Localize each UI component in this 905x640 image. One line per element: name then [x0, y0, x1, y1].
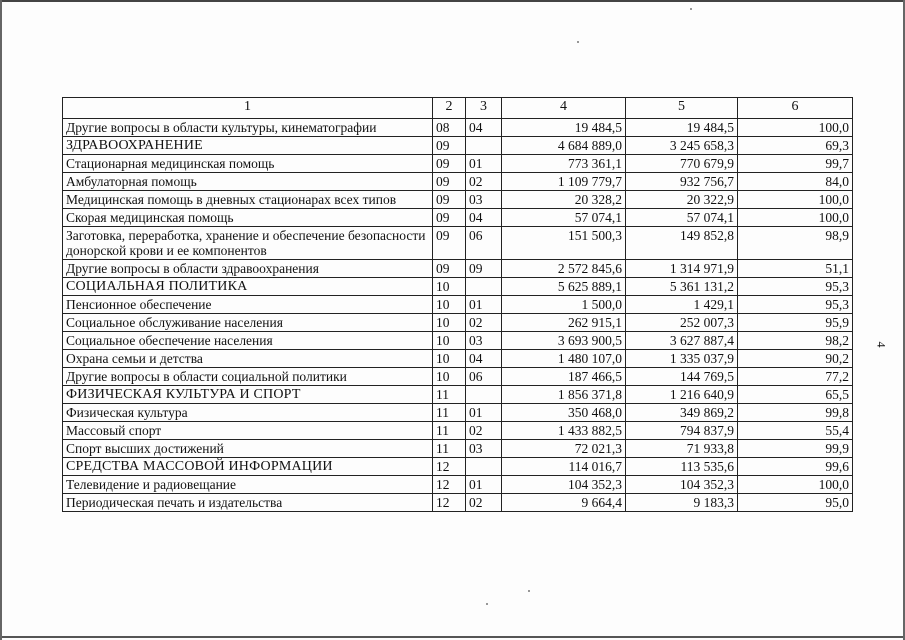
row-section-code-cell: 09 — [433, 209, 466, 227]
row-plan-amount-cell: 1 480 107,0 — [502, 350, 626, 368]
row-fact-amount-cell: 20 322,9 — [626, 191, 738, 209]
row-plan-amount-cell: 1 433 882,5 — [502, 422, 626, 440]
row-name-cell: Социальное обеспечение населения — [63, 332, 433, 350]
side-page-number: 4 — [874, 341, 889, 348]
row-fact-amount-cell: 144 769,5 — [626, 368, 738, 386]
row-percent-cell: 100,0 — [738, 209, 853, 227]
row-section-code-cell: 09 — [433, 260, 466, 278]
row-section-code-cell: 11 — [433, 404, 466, 422]
row-subsection-code-cell: 01 — [466, 404, 502, 422]
row-section-code-cell: 11 — [433, 422, 466, 440]
row-subsection-code-cell: 02 — [466, 494, 502, 512]
row-subsection-code-cell: 04 — [466, 119, 502, 137]
row-subsection-code-cell — [466, 386, 502, 404]
table-row — [63, 440, 853, 458]
row-section-code-cell: 11 — [433, 440, 466, 458]
row-subsection-code-cell: 06 — [466, 368, 502, 386]
row-plan-amount-cell: 57 074,1 — [502, 209, 626, 227]
row-subsection-code-cell: 09 — [466, 260, 502, 278]
row-subsection-code-cell: 04 — [466, 350, 502, 368]
row-plan-amount-cell: 19 484,5 — [502, 119, 626, 137]
header-col-5: 5 — [626, 98, 738, 119]
row-percent-cell: 99,7 — [738, 155, 853, 173]
scan-speck — [577, 41, 579, 43]
row-fact-amount-cell: 1 335 037,9 — [626, 350, 738, 368]
row-fact-amount-cell: 104 352,3 — [626, 476, 738, 494]
row-section-code-cell: 10 — [433, 314, 466, 332]
row-percent-cell: 100,0 — [738, 119, 853, 137]
row-percent-cell: 99,8 — [738, 404, 853, 422]
row-percent-cell: 99,9 — [738, 440, 853, 458]
row-subsection-code-cell: 03 — [466, 440, 502, 458]
row-subsection-code-cell: 04 — [466, 209, 502, 227]
row-subsection-code-cell: 03 — [466, 191, 502, 209]
row-plan-amount-cell: 9 664,4 — [502, 494, 626, 512]
budget-table — [62, 97, 853, 512]
row-percent-cell: 90,2 — [738, 350, 853, 368]
row-name-cell: Другие вопросы в области здравоохранения — [63, 260, 433, 278]
row-name-cell: Пенсионное обеспечение — [63, 296, 433, 314]
scan-speck — [690, 8, 692, 10]
row-section-code-cell: 12 — [433, 494, 466, 512]
row-fact-amount-cell: 5 361 131,2 — [626, 278, 738, 296]
row-percent-cell: 95,3 — [738, 296, 853, 314]
row-fact-amount-cell: 252 007,3 — [626, 314, 738, 332]
row-fact-amount-cell: 71 933,8 — [626, 440, 738, 458]
table-row — [63, 368, 853, 386]
row-section-code-cell: 09 — [433, 137, 466, 155]
scan-speck — [486, 603, 488, 605]
row-fact-amount-cell: 770 679,9 — [626, 155, 738, 173]
row-name-cell: Физическая культура — [63, 404, 433, 422]
table-row — [63, 227, 853, 260]
row-percent-cell: 55,4 — [738, 422, 853, 440]
row-name-cell: Охрана семьи и детства — [63, 350, 433, 368]
row-plan-amount-cell: 151 500,3 — [502, 227, 626, 260]
row-plan-amount-cell: 104 352,3 — [502, 476, 626, 494]
row-percent-cell: 95,0 — [738, 494, 853, 512]
row-percent-cell: 95,3 — [738, 278, 853, 296]
table-row — [63, 119, 853, 137]
row-plan-amount-cell: 4 684 889,0 — [502, 137, 626, 155]
row-subsection-code-cell — [466, 137, 502, 155]
budget-table-body — [63, 98, 853, 512]
header-col-4: 4 — [502, 98, 626, 119]
row-name-cell: Другие вопросы в области культуры, кинематографии — [63, 119, 433, 137]
row-fact-amount-cell: 3 627 887,4 — [626, 332, 738, 350]
row-fact-amount-cell: 149 852,8 — [626, 227, 738, 260]
row-name-cell: Массовый спорт — [63, 422, 433, 440]
row-section-code-cell: 11 — [433, 386, 466, 404]
row-section-code-cell: 08 — [433, 119, 466, 137]
row-section-code-cell: 12 — [433, 458, 466, 476]
header-col-6: 6 — [738, 98, 853, 119]
table-row — [63, 350, 853, 368]
row-subsection-code-cell: 02 — [466, 173, 502, 191]
row-subsection-code-cell: 02 — [466, 422, 502, 440]
table-row — [63, 422, 853, 440]
row-name-cell: Заготовка, переработка, хранение и обеспечение безопасности донорской крови и ее компонентов — [63, 227, 433, 260]
row-section-code-cell: 09 — [433, 191, 466, 209]
row-percent-cell: 100,0 — [738, 191, 853, 209]
row-subsection-code-cell: 01 — [466, 476, 502, 494]
table-header-row — [63, 98, 853, 119]
row-percent-cell: 98,9 — [738, 227, 853, 260]
table-row — [63, 332, 853, 350]
table-row — [63, 404, 853, 422]
header-col-3: 3 — [466, 98, 502, 119]
row-section-code-cell: 10 — [433, 296, 466, 314]
row-name-cell: СРЕДСТВА МАССОВОЙ ИНФОРМАЦИИ — [63, 458, 433, 476]
row-name-cell: Социальное обслуживание населения — [63, 314, 433, 332]
row-name-cell: Медицинская помощь в дневных стационарах всех типов — [63, 191, 433, 209]
row-fact-amount-cell: 113 535,6 — [626, 458, 738, 476]
row-section-code-cell: 12 — [433, 476, 466, 494]
row-plan-amount-cell: 1 856 371,8 — [502, 386, 626, 404]
row-percent-cell: 99,6 — [738, 458, 853, 476]
table-row — [63, 296, 853, 314]
scan-speck — [528, 590, 530, 592]
row-plan-amount-cell: 114 016,7 — [502, 458, 626, 476]
row-subsection-code-cell — [466, 458, 502, 476]
row-section-code-cell: 09 — [433, 173, 466, 191]
row-name-cell: ЗДРАВООХРАНЕНИЕ — [63, 137, 433, 155]
row-subsection-code-cell — [466, 278, 502, 296]
table-row — [63, 191, 853, 209]
table-row — [63, 476, 853, 494]
row-percent-cell: 95,9 — [738, 314, 853, 332]
row-section-code-cell: 10 — [433, 332, 466, 350]
row-subsection-code-cell: 02 — [466, 314, 502, 332]
row-percent-cell: 51,1 — [738, 260, 853, 278]
row-section-code-cell: 10 — [433, 368, 466, 386]
table-section-row — [63, 278, 853, 296]
table-section-row — [63, 458, 853, 476]
header-col-2: 2 — [433, 98, 466, 119]
row-fact-amount-cell: 1 429,1 — [626, 296, 738, 314]
row-plan-amount-cell: 187 466,5 — [502, 368, 626, 386]
row-subsection-code-cell: 06 — [466, 227, 502, 260]
row-section-code-cell: 10 — [433, 278, 466, 296]
row-name-cell: ФИЗИЧЕСКАЯ КУЛЬТУРА И СПОРТ — [63, 386, 433, 404]
page-edge-top — [0, 0, 905, 2]
header-col-1: 1 — [63, 98, 433, 119]
row-fact-amount-cell: 932 756,7 — [626, 173, 738, 191]
row-plan-amount-cell: 2 572 845,6 — [502, 260, 626, 278]
row-fact-amount-cell: 349 869,2 — [626, 404, 738, 422]
row-name-cell: Амбулаторная помощь — [63, 173, 433, 191]
row-percent-cell: 100,0 — [738, 476, 853, 494]
row-fact-amount-cell: 794 837,9 — [626, 422, 738, 440]
row-percent-cell: 65,5 — [738, 386, 853, 404]
row-plan-amount-cell: 20 328,2 — [502, 191, 626, 209]
table-row — [63, 260, 853, 278]
row-plan-amount-cell: 262 915,1 — [502, 314, 626, 332]
row-fact-amount-cell: 9 183,3 — [626, 494, 738, 512]
table-row — [63, 173, 853, 191]
row-plan-amount-cell: 773 361,1 — [502, 155, 626, 173]
row-plan-amount-cell: 5 625 889,1 — [502, 278, 626, 296]
row-section-code-cell: 09 — [433, 227, 466, 260]
row-subsection-code-cell: 03 — [466, 332, 502, 350]
row-percent-cell: 98,2 — [738, 332, 853, 350]
row-subsection-code-cell: 01 — [466, 296, 502, 314]
table-section-row — [63, 137, 853, 155]
row-plan-amount-cell: 350 468,0 — [502, 404, 626, 422]
row-percent-cell: 77,2 — [738, 368, 853, 386]
table-row — [63, 155, 853, 173]
row-percent-cell: 69,3 — [738, 137, 853, 155]
row-name-cell: СОЦИАЛЬНАЯ ПОЛИТИКА — [63, 278, 433, 296]
row-subsection-code-cell: 01 — [466, 155, 502, 173]
row-percent-cell: 84,0 — [738, 173, 853, 191]
row-fact-amount-cell: 1 216 640,9 — [626, 386, 738, 404]
table-row — [63, 209, 853, 227]
row-fact-amount-cell: 1 314 971,9 — [626, 260, 738, 278]
row-plan-amount-cell: 1 109 779,7 — [502, 173, 626, 191]
row-name-cell: Скорая медицинская помощь — [63, 209, 433, 227]
row-plan-amount-cell: 3 693 900,5 — [502, 332, 626, 350]
row-fact-amount-cell: 19 484,5 — [626, 119, 738, 137]
row-fact-amount-cell: 57 074,1 — [626, 209, 738, 227]
page-edge-left — [0, 0, 2, 640]
row-name-cell: Периодическая печать и издательства — [63, 494, 433, 512]
row-name-cell: Телевидение и радиовещание — [63, 476, 433, 494]
page-edge-bottom — [0, 636, 905, 638]
row-plan-amount-cell: 72 021,3 — [502, 440, 626, 458]
row-name-cell: Спорт высших достижений — [63, 440, 433, 458]
row-section-code-cell: 10 — [433, 350, 466, 368]
row-name-cell: Другие вопросы в области социальной политики — [63, 368, 433, 386]
table-section-row — [63, 386, 853, 404]
table-row — [63, 494, 853, 512]
table-row — [63, 314, 853, 332]
row-plan-amount-cell: 1 500,0 — [502, 296, 626, 314]
row-name-cell: Стационарная медицинская помощь — [63, 155, 433, 173]
row-fact-amount-cell: 3 245 658,3 — [626, 137, 738, 155]
row-section-code-cell: 09 — [433, 155, 466, 173]
